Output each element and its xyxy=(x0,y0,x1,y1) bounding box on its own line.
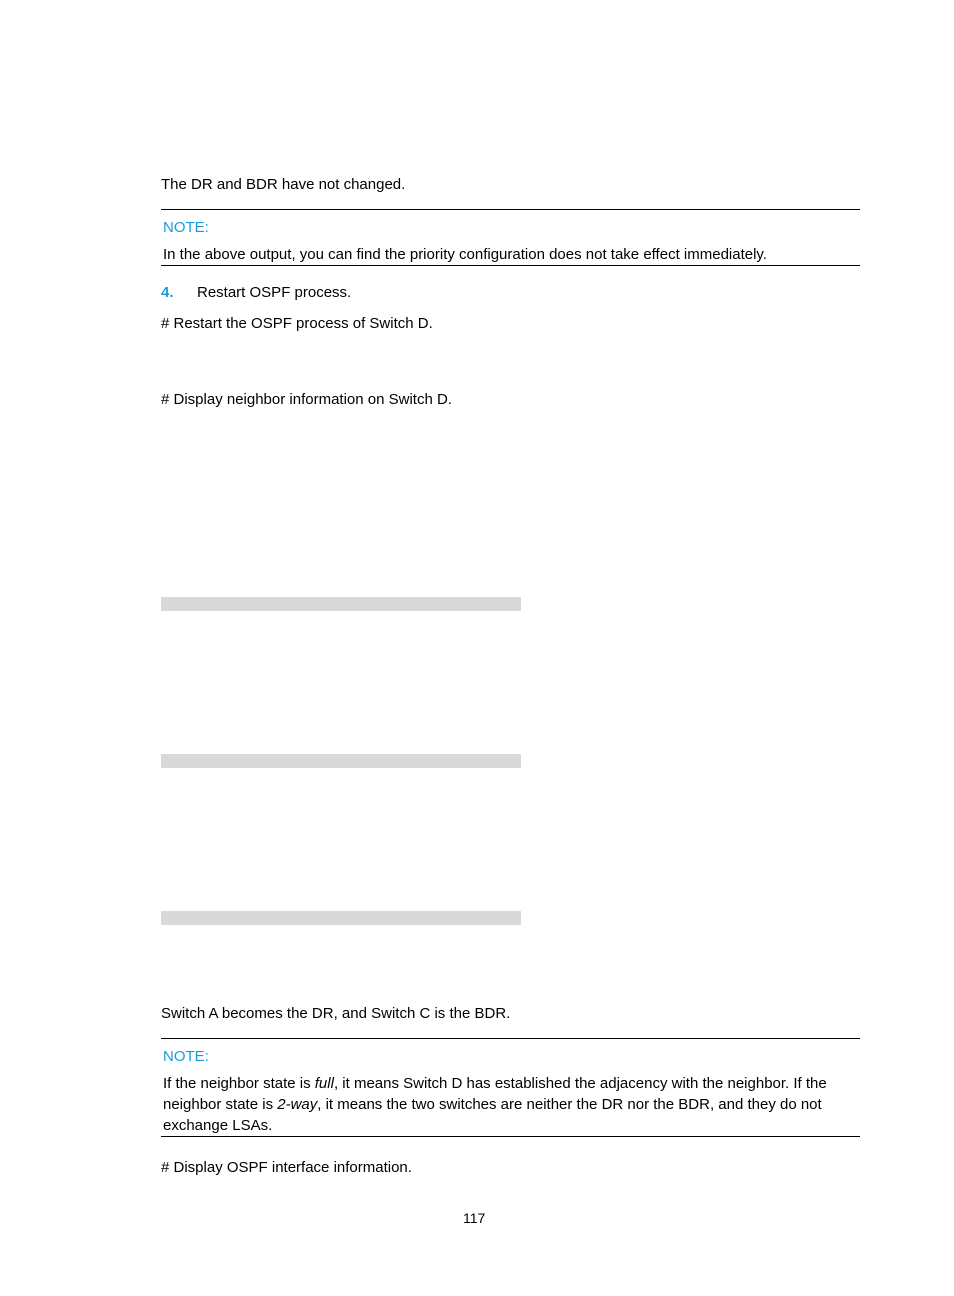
note-bottom-rule xyxy=(161,265,860,266)
code-separator-bar xyxy=(161,597,521,611)
note-top-rule xyxy=(161,209,860,210)
state-full-term: full xyxy=(314,1075,334,1092)
note-text xyxy=(163,1073,853,1136)
note-text-part: , it means Switch D has established the adjacency with the neighbor. If the neighbor state is xyxy=(163,1075,827,1113)
note-top-rule xyxy=(161,1038,860,1039)
switch-a-dr-paragraph: Switch A becomes the DR, and Switch C is the BDR. xyxy=(161,1005,511,1022)
note-text-part: , it means the two switches are neither the DR nor the BDR, and they do not exchange LSAs. xyxy=(163,1096,822,1134)
display-interface-comment: # Display OSPF interface information. xyxy=(161,1159,412,1176)
note-text-part: If the neighbor state is xyxy=(163,1075,315,1092)
page-number: 117 xyxy=(463,1210,486,1226)
step-text: Restart OSPF process. xyxy=(197,284,352,301)
step-number: 4. xyxy=(161,284,174,301)
note-bottom-rule xyxy=(161,1136,860,1137)
note-text: In the above output, you can find the priority configuration does not take effect immediately. xyxy=(163,246,767,263)
note-label: NOTE: xyxy=(163,1048,209,1065)
state-two-way-term: 2-way xyxy=(277,1096,318,1113)
code-separator-bar xyxy=(161,911,521,925)
paragraph-dr-bdr-unchanged: The DR and BDR have not changed. xyxy=(161,176,406,193)
code-separator-bar xyxy=(161,754,521,768)
restart-ospf-comment: # Restart the OSPF process of Switch D. xyxy=(161,315,433,332)
display-neighbor-comment: # Display neighbor information on Switch D. xyxy=(161,391,452,408)
note-label: NOTE: xyxy=(163,219,209,236)
